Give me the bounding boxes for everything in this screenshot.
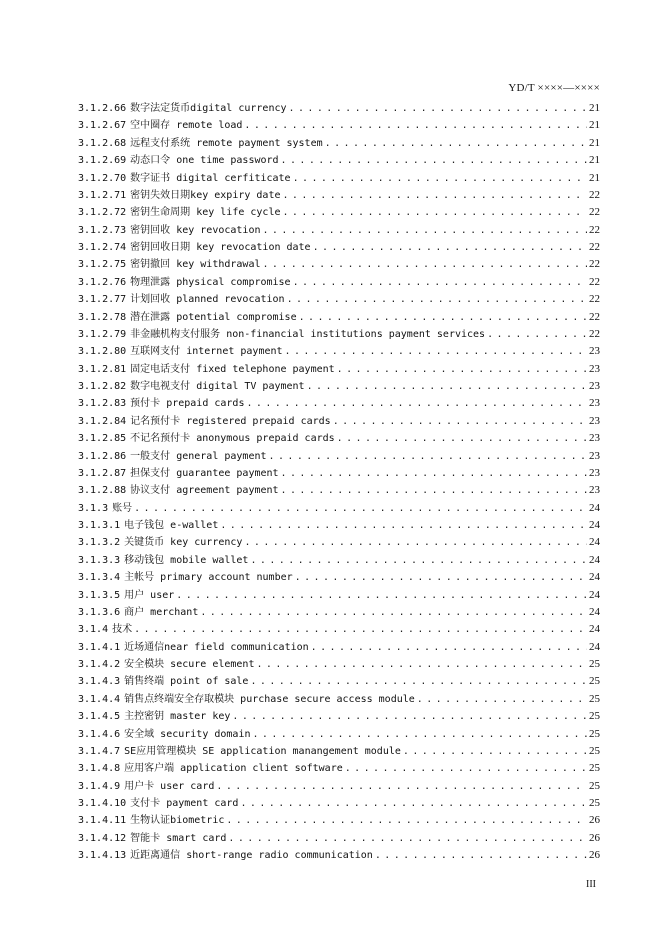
toc-entry[interactable] bbox=[78, 100, 600, 117]
document-code: YD/T ××××—×××× bbox=[508, 82, 600, 94]
toc-entry[interactable] bbox=[78, 239, 600, 256]
toc-entry-page: 22 bbox=[589, 327, 600, 340]
dot-leader bbox=[293, 170, 587, 187]
dot-leader bbox=[228, 830, 587, 847]
toc-entry-page: 22 bbox=[589, 293, 600, 306]
toc-entry-page: 21 bbox=[589, 154, 600, 167]
toc-entry[interactable] bbox=[78, 847, 600, 864]
toc-entry-number: 3.1.2.77 bbox=[78, 294, 127, 306]
dot-leader bbox=[216, 778, 587, 795]
toc-entry-number: 3.1.3.1 bbox=[78, 520, 121, 531]
toc-entry-number: 3.1.2.70 bbox=[78, 172, 127, 184]
toc-entry-number: 3.1.2.88 bbox=[78, 485, 127, 497]
toc-entry[interactable] bbox=[78, 395, 600, 412]
dot-leader bbox=[289, 100, 588, 117]
toc-entry[interactable] bbox=[78, 448, 600, 465]
toc-entry[interactable] bbox=[78, 534, 600, 551]
toc-entry-number: 3.1.2.82 bbox=[78, 381, 127, 392]
dot-leader bbox=[220, 517, 587, 534]
toc-entry-title: 计划回收 planned revocation bbox=[130, 294, 285, 306]
toc-entry-number: 3.1.4.7 bbox=[78, 745, 121, 757]
toc-entry-title: 空中圈存 remote load bbox=[130, 120, 243, 132]
dot-leader bbox=[262, 256, 587, 273]
toc-entry[interactable] bbox=[78, 639, 600, 656]
toc-entry-title: 主控密钥 master key bbox=[124, 711, 231, 723]
dot-leader bbox=[256, 656, 587, 673]
dot-leader bbox=[285, 343, 587, 360]
toc-entry-page: 23 bbox=[589, 397, 600, 410]
dot-leader bbox=[232, 708, 587, 725]
toc-entry-number: 3.1.2.68 bbox=[78, 137, 127, 149]
toc-entry-page: 26 bbox=[589, 814, 600, 827]
toc-entry-page: 23 bbox=[589, 484, 600, 497]
dot-leader bbox=[134, 500, 587, 517]
toc-entry[interactable] bbox=[78, 187, 600, 204]
toc-entry-number: 3.1.2.72 bbox=[78, 207, 127, 219]
toc-entry-page: 24 bbox=[589, 605, 600, 618]
dot-leader bbox=[252, 726, 587, 743]
toc-entry-page: 23 bbox=[589, 345, 600, 358]
dot-leader bbox=[281, 482, 587, 499]
toc-entry-title: 生物认证biometric bbox=[130, 815, 225, 827]
dot-leader bbox=[269, 448, 588, 465]
toc-entry[interactable] bbox=[78, 656, 600, 673]
toc-entry[interactable] bbox=[78, 170, 600, 187]
toc-entry[interactable] bbox=[78, 812, 600, 829]
toc-entry[interactable] bbox=[78, 795, 600, 812]
toc-entry[interactable] bbox=[78, 430, 600, 447]
toc-entry-page: 25 bbox=[589, 779, 600, 792]
toc-entry-number: 3.1.2.80 bbox=[78, 346, 127, 358]
toc-entry-title: 预付卡 prepaid cards bbox=[130, 398, 245, 410]
toc-entry-page: 24 bbox=[589, 553, 600, 566]
toc-entry-title: 数字法定货币digital currency bbox=[130, 103, 287, 114]
dot-leader bbox=[293, 274, 587, 291]
dot-leader bbox=[250, 673, 587, 690]
dot-leader bbox=[262, 222, 587, 239]
toc-entry[interactable] bbox=[78, 117, 600, 134]
dot-leader bbox=[240, 795, 587, 812]
toc-entry-number: 3.1.2.74 bbox=[78, 242, 127, 253]
toc-entry-page: 21 bbox=[589, 171, 600, 184]
dot-leader bbox=[311, 639, 587, 656]
toc-entry-page: 21 bbox=[589, 136, 600, 149]
toc-entry-number: 3.1.4 bbox=[78, 624, 109, 636]
toc-entry-page: 25 bbox=[589, 762, 600, 775]
toc-entry-page: 25 bbox=[589, 692, 600, 705]
toc-entry-title: 潜在泄露 potential compromise bbox=[130, 311, 297, 323]
toc-entry-page: 24 bbox=[589, 623, 600, 636]
toc-entry-page: 21 bbox=[589, 102, 600, 114]
toc-entry[interactable] bbox=[78, 482, 600, 499]
dot-leader bbox=[244, 534, 587, 551]
dot-leader bbox=[337, 430, 587, 447]
toc-entry[interactable] bbox=[78, 621, 600, 638]
dot-leader bbox=[246, 395, 587, 412]
dot-leader bbox=[244, 117, 587, 134]
toc-entry[interactable] bbox=[78, 778, 600, 795]
dot-leader bbox=[282, 187, 587, 204]
toc-entry[interactable] bbox=[78, 309, 600, 326]
toc-entry-page: 25 bbox=[589, 727, 600, 740]
toc-entry-page: 22 bbox=[589, 206, 600, 219]
toc-entry-title: 不记名预付卡 anonymous prepaid cards bbox=[130, 433, 335, 445]
toc-entry-title: 移动钱包 mobile wallet bbox=[124, 554, 249, 566]
toc-entry-title: 密钥撤回 key withdrawal bbox=[130, 259, 261, 271]
dot-leader bbox=[250, 552, 587, 569]
toc-entry-page: 22 bbox=[589, 258, 600, 271]
toc-entry-page: 26 bbox=[589, 831, 600, 844]
toc-entry[interactable] bbox=[78, 222, 600, 239]
toc-entry[interactable] bbox=[78, 517, 600, 534]
toc-entry-number: 3.1.4.9 bbox=[78, 780, 121, 792]
toc-entry[interactable] bbox=[78, 465, 600, 482]
toc-entry[interactable] bbox=[78, 569, 600, 586]
toc-entry-number: 3.1.2.86 bbox=[78, 450, 127, 462]
dot-leader bbox=[134, 621, 587, 638]
toc-entry[interactable] bbox=[78, 726, 600, 743]
toc-entry-page: 24 bbox=[589, 501, 600, 514]
toc-entry[interactable] bbox=[78, 291, 600, 308]
toc-entry-page: 22 bbox=[589, 310, 600, 323]
toc-entry-title: 销售点终端安全存取模块 purchase secure access module bbox=[124, 693, 415, 705]
toc-entry-page: 22 bbox=[589, 241, 600, 253]
toc-entry-title: 非金融机构支付服务 non-financial institutions payment services bbox=[130, 328, 486, 340]
toc-entry-number: 3.1.4.4 bbox=[78, 693, 121, 705]
toc-entry-page: 25 bbox=[589, 744, 600, 757]
dot-leader bbox=[200, 604, 587, 621]
toc-entry-title: 协议支付 agreement payment bbox=[130, 485, 279, 497]
toc-entry-number: 3.1.4.11 bbox=[78, 815, 127, 827]
toc-entry-number: 3.1.4.13 bbox=[78, 850, 127, 862]
toc-entry[interactable] bbox=[78, 361, 600, 378]
toc-entry-page: 24 bbox=[589, 640, 600, 653]
dot-leader bbox=[417, 691, 587, 708]
dot-leader bbox=[299, 309, 587, 326]
toc-entry-page: 23 bbox=[589, 414, 600, 427]
dot-leader bbox=[487, 326, 587, 343]
toc-entry[interactable] bbox=[78, 552, 600, 569]
toc-entry-title: 密钥失效日期key expiry date bbox=[130, 189, 281, 201]
toc-entry[interactable] bbox=[78, 587, 600, 604]
toc-entry-title: 远程支付系统 remote payment system bbox=[130, 137, 323, 149]
toc-entry-number: 3.1.4.3 bbox=[78, 676, 121, 688]
toc-entry[interactable] bbox=[78, 743, 600, 760]
toc-entry-number: 3.1.3.2 bbox=[78, 537, 121, 549]
toc-entry[interactable] bbox=[78, 343, 600, 360]
dot-leader bbox=[375, 847, 587, 864]
toc-entry-number: 3.1.3.6 bbox=[78, 606, 121, 618]
toc-entry-page: 23 bbox=[589, 432, 600, 445]
watermark bbox=[170, 908, 510, 920]
toc-entry-number: 3.1.4.8 bbox=[78, 763, 121, 775]
toc-entry[interactable] bbox=[78, 691, 600, 708]
toc-entry-title: 智能卡 smart card bbox=[130, 832, 227, 844]
toc-entry-page: 26 bbox=[589, 849, 600, 862]
toc-entry-number: 3.1.2.76 bbox=[78, 276, 127, 288]
toc-entry-page: 24 bbox=[589, 519, 600, 531]
toc-entry-title: 关键货币 key currency bbox=[124, 537, 243, 549]
toc-entry-number: 3.1.2.78 bbox=[78, 311, 127, 323]
toc-entry-page: 25 bbox=[589, 797, 600, 809]
toc-entry-title: 近距离通信 short-range radio communication bbox=[130, 850, 373, 862]
toc-entry-title: 近场通信near field communication bbox=[124, 641, 309, 653]
dot-leader bbox=[333, 413, 587, 430]
toc-entry-number: 3.1.2.87 bbox=[78, 467, 127, 479]
toc-entry[interactable] bbox=[78, 378, 600, 395]
dot-leader bbox=[282, 204, 587, 221]
toc-entry-number: 3.1.4.12 bbox=[78, 832, 127, 844]
toc-entry[interactable] bbox=[78, 760, 600, 777]
toc-entry-title: 安全模块 secure element bbox=[124, 659, 255, 670]
dot-leader bbox=[337, 361, 587, 378]
table-of-contents bbox=[78, 100, 600, 865]
dot-leader bbox=[307, 378, 587, 395]
toc-entry-title: 担保支付 guarantee payment bbox=[130, 467, 279, 479]
toc-entry-page: 25 bbox=[589, 710, 600, 723]
toc-entry-number: 3.1.2.69 bbox=[78, 155, 127, 167]
toc-entry-page: 24 bbox=[589, 571, 600, 584]
dot-leader bbox=[313, 239, 587, 256]
dot-leader bbox=[403, 743, 587, 760]
dot-leader bbox=[226, 812, 587, 829]
toc-entry-number: 3.1.2.75 bbox=[78, 259, 127, 271]
toc-entry-title: 动态口令 one time password bbox=[130, 155, 279, 167]
toc-entry-number: 3.1.2.67 bbox=[78, 120, 127, 132]
toc-entry-title: 技术 bbox=[112, 624, 133, 636]
dot-leader bbox=[345, 760, 587, 777]
toc-entry-number: 3.1.3.4 bbox=[78, 572, 121, 584]
toc-entry-page: 22 bbox=[589, 275, 600, 288]
toc-entry[interactable] bbox=[78, 274, 600, 291]
toc-entry-title: 数字电视支付 digital TV payment bbox=[130, 381, 305, 392]
toc-entry-page: 24 bbox=[589, 588, 600, 601]
toc-entry-number: 3.1.3.5 bbox=[78, 589, 121, 601]
toc-entry[interactable] bbox=[78, 152, 600, 169]
toc-entry-title: 支付卡 payment card bbox=[130, 798, 239, 809]
toc-entry-title: 互联网支付 internet payment bbox=[130, 346, 283, 358]
toc-entry-number: 3.1.3.3 bbox=[78, 554, 121, 566]
toc-entry-title: 用户卡 user card bbox=[124, 780, 215, 792]
dot-leader bbox=[281, 152, 587, 169]
toc-entry-page: 23 bbox=[589, 362, 600, 375]
toc-entry[interactable] bbox=[78, 708, 600, 725]
toc-entry-title: 电子钱包 e-wallet bbox=[124, 520, 219, 531]
toc-entry[interactable] bbox=[78, 413, 600, 430]
toc-entry-page: 22 bbox=[589, 188, 600, 201]
dot-leader bbox=[325, 135, 587, 152]
toc-entry-number: 3.1.2.84 bbox=[78, 415, 127, 427]
toc-entry-page: 22 bbox=[589, 223, 600, 236]
toc-entry-title: 一般支付 general payment bbox=[130, 450, 267, 462]
dot-leader bbox=[176, 587, 587, 604]
toc-entry-page: 24 bbox=[589, 536, 600, 549]
toc-entry-title: 用户 user bbox=[124, 589, 175, 601]
toc-entry-page: 23 bbox=[589, 466, 600, 479]
toc-entry[interactable] bbox=[78, 326, 600, 343]
toc-entry-number: 3.1.4.6 bbox=[78, 728, 121, 740]
toc-entry[interactable] bbox=[78, 604, 600, 621]
toc-entry-number: 3.1.2.81 bbox=[78, 363, 127, 375]
toc-entry-number: 3.1.2.85 bbox=[78, 433, 127, 445]
toc-entry-number: 3.1.2.66 bbox=[78, 103, 127, 114]
toc-entry-title: 安全域 security domain bbox=[124, 728, 251, 740]
toc-entry[interactable] bbox=[78, 204, 600, 221]
toc-entry-title: 数字证书 digital cerfiticate bbox=[130, 172, 291, 184]
toc-entry-title: 应用客户端 application client software bbox=[124, 763, 343, 775]
toc-entry-page: 25 bbox=[589, 658, 600, 670]
toc-entry-page: 23 bbox=[589, 380, 600, 392]
toc-entry-number: 3.1.4.1 bbox=[78, 641, 121, 653]
toc-entry-number: 3.1.2.83 bbox=[78, 398, 127, 410]
toc-entry-title: 密钥回收 key revocation bbox=[130, 224, 261, 236]
dot-leader bbox=[281, 465, 587, 482]
toc-entry-number: 3.1.4.10 bbox=[78, 798, 127, 809]
toc-entry-title: 主帐号 primary account number bbox=[124, 572, 293, 584]
toc-entry[interactable] bbox=[78, 673, 600, 690]
toc-entry[interactable] bbox=[78, 830, 600, 847]
toc-entry-number: 3.1.4.5 bbox=[78, 711, 121, 723]
toc-entry-title: 记名预付卡 registered prepaid cards bbox=[130, 415, 331, 427]
toc-entry[interactable] bbox=[78, 500, 600, 517]
dot-leader bbox=[287, 291, 587, 308]
toc-entry-title: 密钥回收日期 key revocation date bbox=[130, 242, 311, 253]
dot-leader bbox=[295, 569, 587, 586]
toc-entry[interactable] bbox=[78, 135, 600, 152]
toc-entry-number: 3.1.2.79 bbox=[78, 328, 127, 340]
toc-entry-title: SE应用管理模块 SE application manangement module bbox=[124, 745, 401, 757]
toc-entry-number: 3.1.4.2 bbox=[78, 659, 121, 670]
toc-entry[interactable] bbox=[78, 256, 600, 273]
toc-entry-title: 固定电话支付 fixed telephone payment bbox=[130, 363, 335, 375]
toc-entry-title: 商户 merchant bbox=[124, 606, 199, 618]
toc-entry-page: 23 bbox=[589, 449, 600, 462]
toc-entry-page: 21 bbox=[589, 119, 600, 132]
toc-entry-title: 账号 bbox=[112, 502, 133, 514]
toc-entry-page: 25 bbox=[589, 675, 600, 688]
toc-entry-number: 3.1.3 bbox=[78, 502, 109, 514]
page-number: III bbox=[586, 879, 596, 890]
toc-entry-title: 物理泄露 physical compromise bbox=[130, 276, 291, 288]
toc-entry-title: 密钥生命周期 key life cycle bbox=[130, 207, 281, 219]
toc-entry-title: 销售终端 point of sale bbox=[124, 676, 249, 688]
toc-entry-number: 3.1.2.73 bbox=[78, 224, 127, 236]
toc-entry-number: 3.1.2.71 bbox=[78, 189, 127, 201]
